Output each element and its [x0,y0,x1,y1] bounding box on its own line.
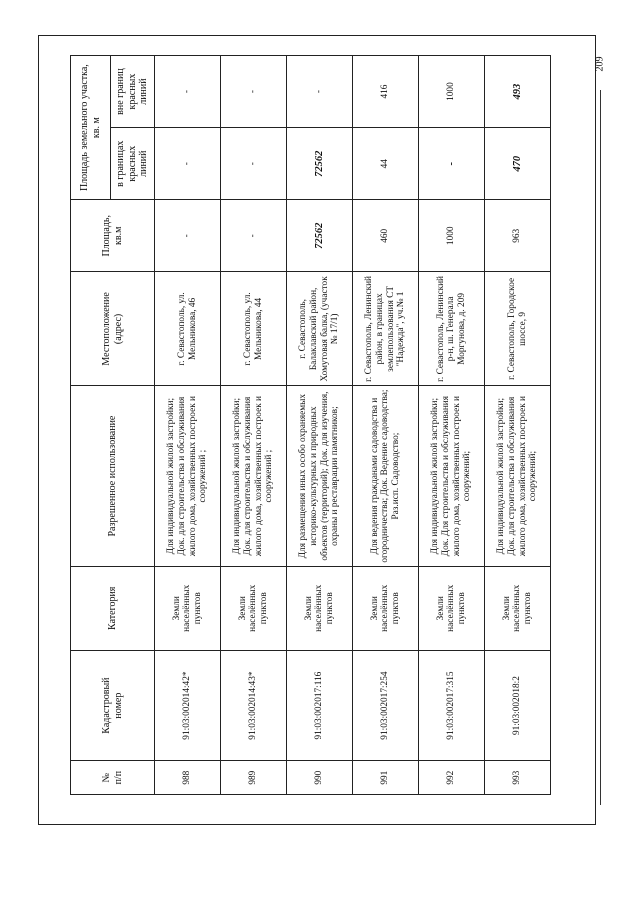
cell-category: Земли населённых пунктов [485,566,551,650]
cell-area: 72562 [287,200,353,272]
side-rule [600,90,601,805]
cell-outside: 416 [353,56,419,128]
cell-num: 989 [221,761,287,795]
header-num: № п/п [71,761,155,795]
cell-area: - [221,200,287,272]
cell-category: Земли населённых пунктов [353,566,419,650]
table-row [485,56,551,795]
cell-location: г. Севастополь, Городское шоссе, 9 [485,272,551,386]
header-cadastral: Кадастровый номер [71,650,155,761]
cell-use: Для индивидуальной жилой застройки; Док. Для строительства и обслуживания жилого дома, хозяйственных построек и сооружений; [419,386,485,566]
cell-within: - [419,128,485,200]
cell-within: - [155,128,221,200]
cell-use: Для индивидуальной жилой застройки; Док. для строительства и обслуживания жилого дома, хозяйственных построек и сооружений ; [221,386,287,566]
cell-area: - [155,200,221,272]
header-use: Разрешенное использование [71,386,155,566]
cell-num: 992 [419,761,485,795]
page-number: 209 [594,56,606,72]
header-location: Местоположение (адрес) [71,272,155,386]
cell-area: 1000 [419,200,485,272]
cell-cadastral: 91:03:002017:116 [287,650,353,761]
cell-num: 993 [485,761,551,795]
header-area: Площадь, кв.м [71,200,155,272]
cell-outside: - [155,56,221,128]
cell-cadastral: 91:03:002014:42* [155,650,221,761]
cell-num: 990 [287,761,353,795]
cell-area: 460 [353,200,419,272]
cell-cadastral: 91:03:002017:254 [353,650,419,761]
cell-location: г. Севастополь, Ленинский район, в границах землепользования СТ "Надежда", уч.№ 1 [353,272,419,386]
header-category: Категория [71,566,155,650]
land-plots-table [70,55,551,795]
cell-within: 44 [353,128,419,200]
cell-use: Для индивидуальной жилой застройки; Док. для строительства и обслуживания жилого дома, хозяйственных построек и сооружений ; [155,386,221,566]
cell-use: Для индивидуальной жилой застройки; Док. для строительства и обслуживания жилого дома, хозяйственных построек и сооружений; [485,386,551,566]
header-land-area: Площадь земельного участка, кв. м [71,56,111,200]
cell-location: г. Севастополь, ул. Мельникова, 46 [155,272,221,386]
rotated-table-container [70,55,570,795]
cell-area: 963 [485,200,551,272]
header-outside: вне границ красных линий [111,56,155,128]
cell-category: Земли населённых пунктов [221,566,287,650]
cell-cadastral: 91:03:002017:315 [419,650,485,761]
cell-within: - [221,128,287,200]
cell-cadastral: 91:03:002014:43* [221,650,287,761]
table-row [419,56,485,795]
table-row [155,56,221,795]
cell-within: 72562 [287,128,353,200]
cell-use: Для ведения гражданами садоводства и огородничества; Док. Ведение садоводства; Раз.исп. Садоводство; [353,386,419,566]
cell-within: 470 [485,128,551,200]
cell-location: г. Севастополь, ул. Мельникова, 44 [221,272,287,386]
cell-outside: 493 [485,56,551,128]
table-row [353,56,419,795]
cell-use: Для размещения иных особо охраняемых историко-культурных и природных объектов (территорий); Док. для изучения, охраны и реставрации памятников; [287,386,353,566]
cell-category: Земли населённых пунктов [419,566,485,650]
cell-category: Земли населённых пунктов [155,566,221,650]
cell-outside: - [221,56,287,128]
cell-outside: 1000 [419,56,485,128]
cell-location: г. Севастополь, Ленинский р-н, ш. Генерала Моргунова, д. 209 [419,272,485,386]
cell-category: Земли населённых пунктов [287,566,353,650]
cell-num: 988 [155,761,221,795]
header-within: в границах красных линий [111,128,155,200]
cell-outside: - [287,56,353,128]
cell-cadastral: 91:03:002018:2 [485,650,551,761]
table-row [287,56,353,795]
table-row [221,56,287,795]
cell-num: 991 [353,761,419,795]
cell-location: г. Севастополь, Балаклавский район, Хомутовая балка, (участок № 17/1) [287,272,353,386]
